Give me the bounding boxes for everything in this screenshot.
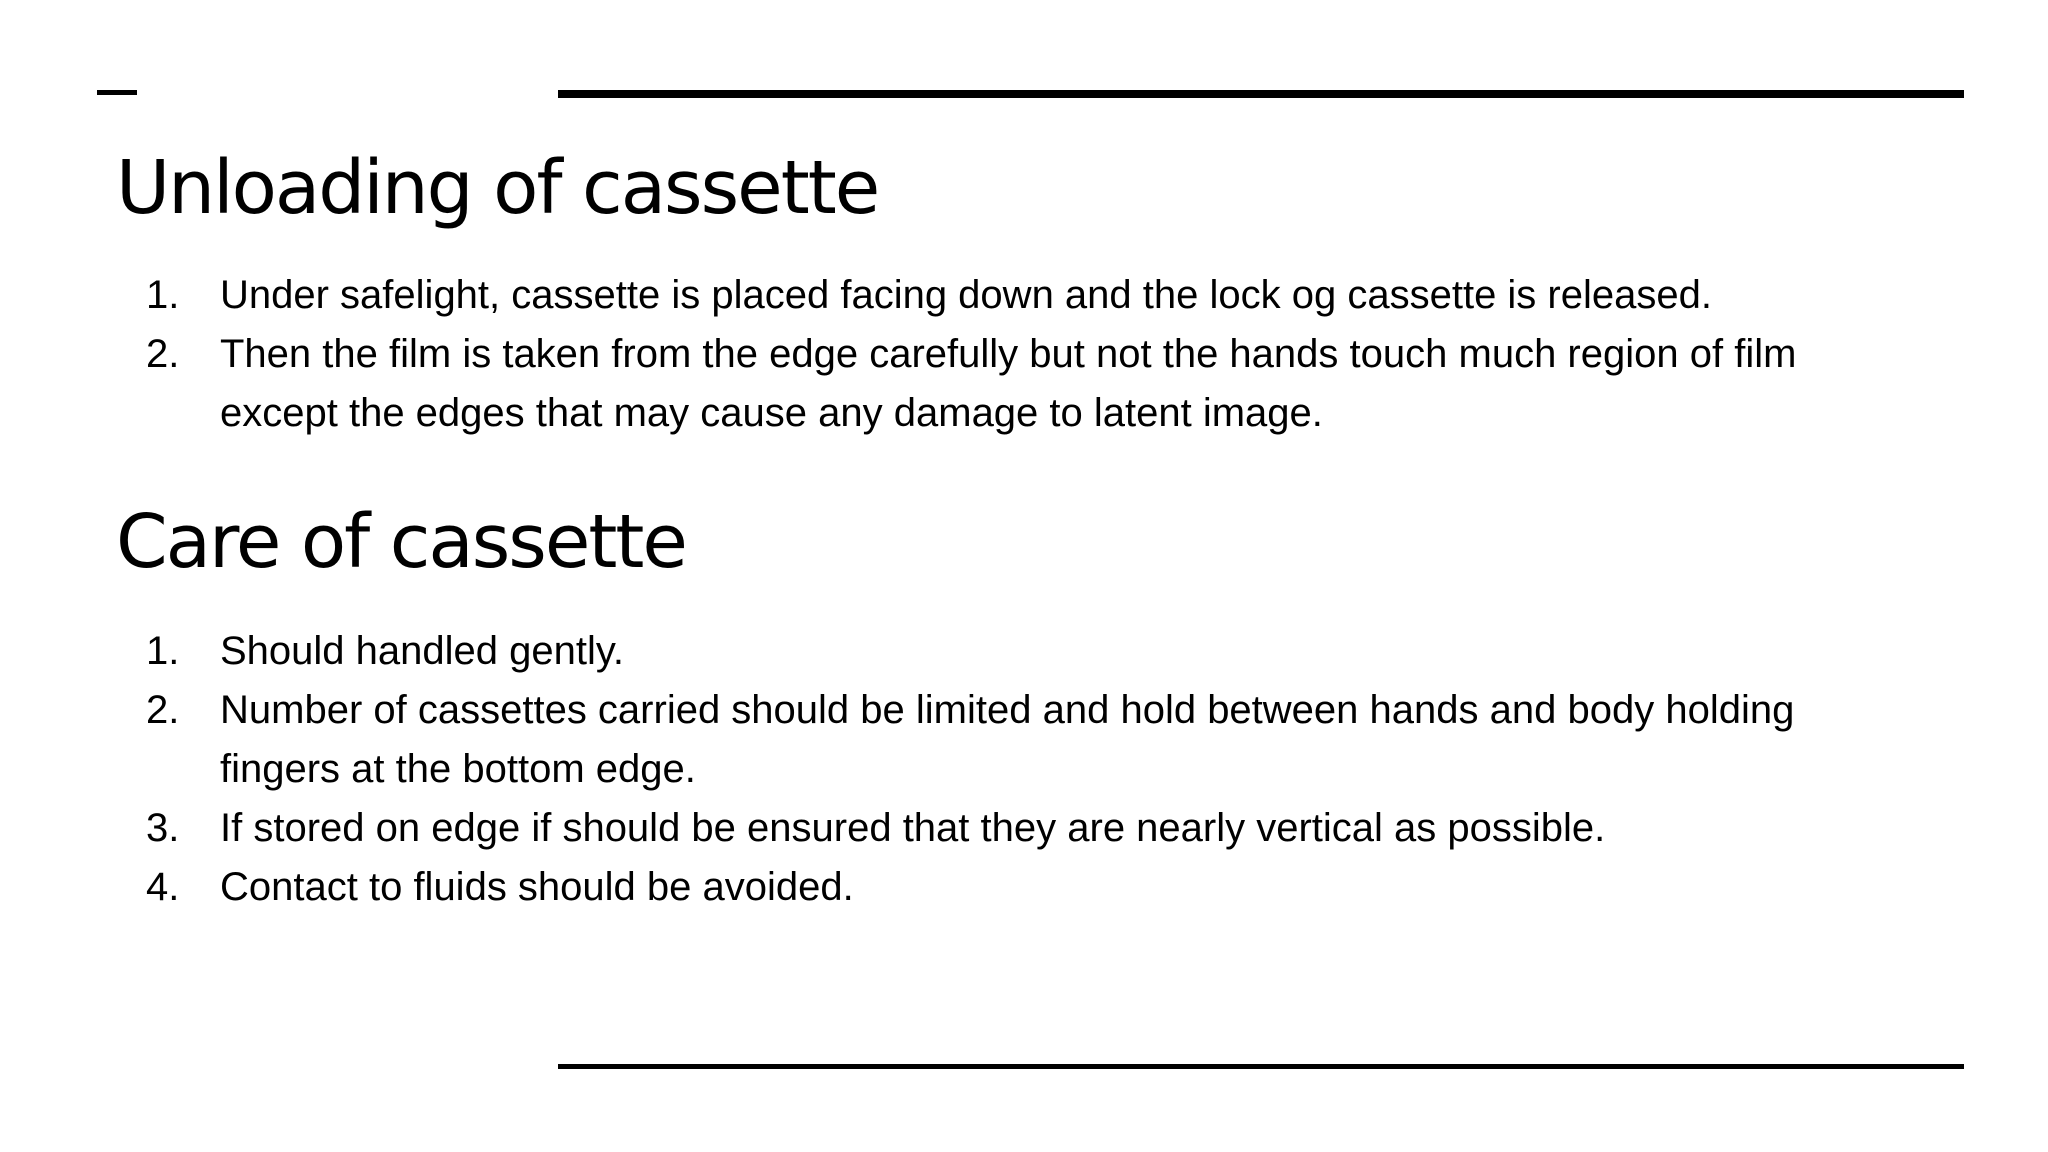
heading-care: Care of cassette [116, 499, 686, 585]
top-rule [558, 90, 1964, 98]
list-number: 2. [146, 688, 180, 732]
list-text: If stored on edge if should be ensured that they are nearly vertical as possible. [220, 806, 1606, 850]
list-text: Under safelight, cassette is placed facing down and the lock og cassette is released. [220, 273, 1712, 317]
section-care [116, 494, 1916, 917]
care-list [116, 622, 1916, 917]
list-item [116, 266, 1916, 325]
list-item [116, 325, 1916, 443]
list-number: 1. [146, 629, 180, 673]
section-unloading [116, 140, 1916, 443]
list-number: 3. [146, 806, 180, 850]
unloading-list [116, 266, 1916, 443]
list-text: Number of cassettes carried should be limited and hold between hands and body holding fingers at the bottom edge. [220, 688, 1795, 791]
list-text: Should handled gently. [220, 629, 625, 673]
heading-unloading: Unloading of cassette [116, 145, 879, 231]
list-number: 2. [146, 332, 180, 376]
list-item [116, 799, 1916, 858]
list-text: Then the film is taken from the edge carefully but not the hands touch much region of film except the edges that may cause any damage to latent image. [220, 332, 1797, 435]
list-text: Contact to fluids should be avoided. [220, 865, 854, 909]
list-number: 4. [146, 865, 180, 909]
top-left-short-rule [97, 90, 137, 95]
list-item [116, 858, 1916, 917]
list-number: 1. [146, 273, 180, 317]
list-item [116, 622, 1916, 681]
bottom-rule [558, 1064, 1964, 1069]
list-item [116, 681, 1916, 799]
